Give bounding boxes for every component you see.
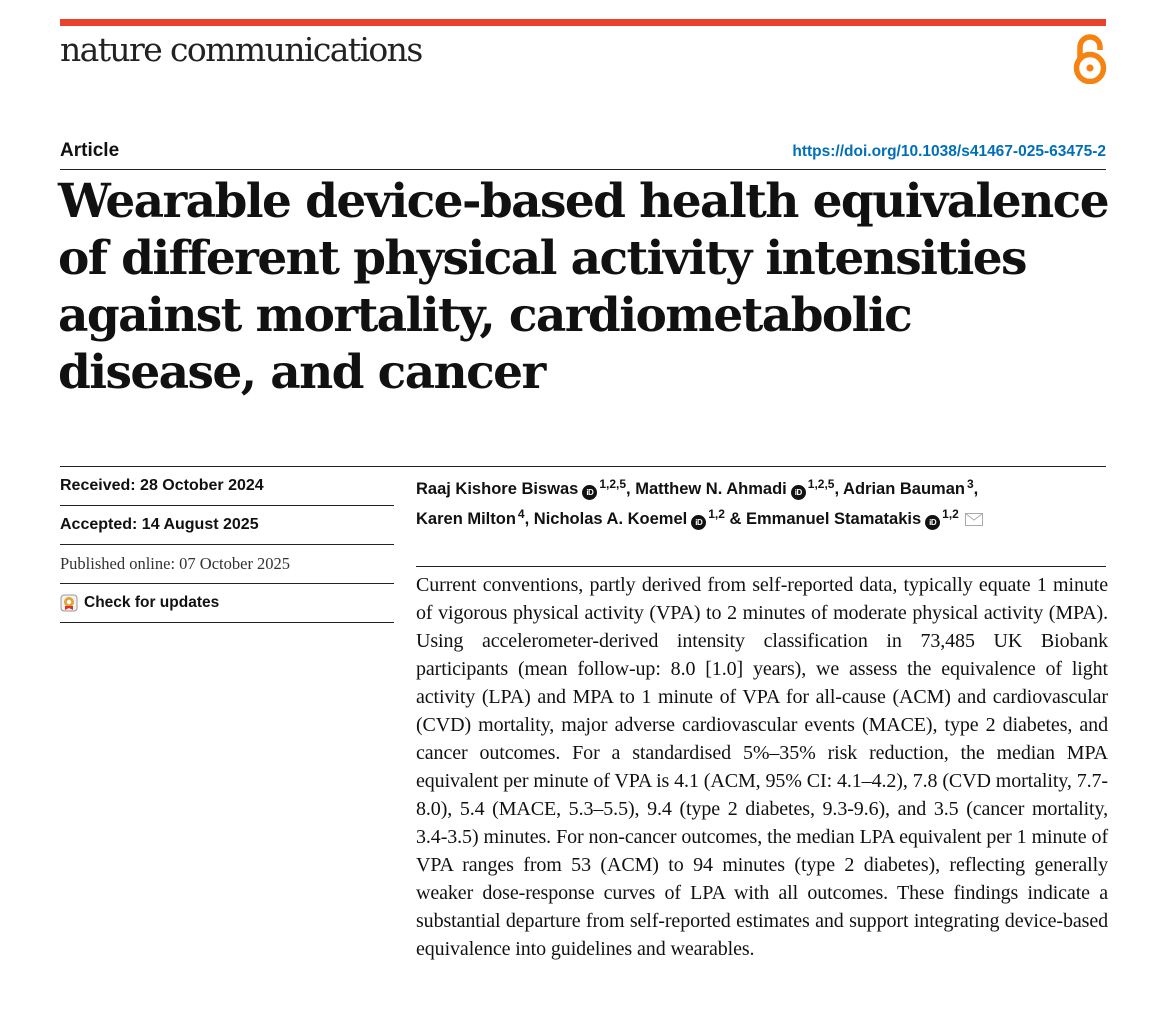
author-name[interactable]: Emmanuel Stamatakis — [746, 510, 922, 528]
article-type: Article — [60, 140, 120, 161]
author-separator: , — [834, 480, 844, 498]
accepted-date: Accepted: 14 August 2025 — [60, 506, 394, 545]
publication-dates — [60, 467, 394, 623]
author-list — [416, 472, 1106, 532]
author-name[interactable]: Matthew N. Ahmadi — [635, 480, 787, 498]
orcid-icon[interactable]: iD — [691, 515, 706, 530]
check-for-updates-button[interactable] — [60, 584, 394, 623]
open-access-lock-icon — [1072, 32, 1108, 84]
abstract-text: Current conventions, partly derived from self-reported data, typically equate 1 minute of vigorous physical activity (VPA) to 2 minutes of moderate physical activity (MPA). Using accelerometer-derived intensity classification in 73,485 UK Biobank participants (mean follow-up: 8.0 [1.0] years), we assess the equivalence of light activity (LPA) and MPA to 1 minute of VPA for all-cause (ACM) and cardiovascular (CVD) mortality, major adverse cardiovascular events (MACE), type 2 diabetes, and cancer outcomes. For a standardised 5%–35% risk reduction, the median MPA equivalent per minute of VPA is 4.1 (ACM, 95% CI: 4.1–4.2), 7.8 (CVD mortality, 7.7-8.0), 5.4 (MACE, 5.3–5.5), 9.4 (type 2 diabetes, 9.3-9.6), and 3.5 (cancer mortality, 3.4-3.5) minutes. For non-cancer outcomes, the median LPA equivalent per 1 minute of VPA ranges from 53 (ACM) to 94 minutes (type 2 diabetes), reflecting generally weaker dose-response curves of LPA with all outcomes. These findings indicate a substantial departure from self-reported estimates and support integrating device-based equivalence into guidelines and wearables. — [416, 574, 1108, 960]
doi-link[interactable]: https://doi.org/10.1038/s41467-025-63475-2 — [792, 143, 1106, 160]
author-affiliations: 1,2 — [708, 507, 725, 521]
check-for-updates-label: Check for updates — [84, 594, 220, 611]
author-line-1 — [416, 472, 1106, 502]
author-name[interactable]: Karen Milton — [416, 510, 516, 528]
oa-keyhole — [1086, 64, 1093, 71]
author-name[interactable]: Adrian Bauman — [843, 480, 965, 498]
author-separator: , — [626, 480, 636, 498]
author-affiliations: 3 — [966, 477, 974, 491]
article-title: Wearable device-based health equivalence of different physical activity intensities against mortality, cardiometabolic disease, and cancer — [58, 174, 1109, 400]
author-name[interactable]: Nicholas A. Koemel — [533, 510, 688, 528]
author-line-2 — [416, 502, 1106, 532]
abstract-divider — [416, 566, 1106, 567]
published-date: Published online: 07 October 2025 — [60, 545, 394, 584]
email-icon[interactable] — [965, 513, 983, 526]
orcid-icon[interactable]: iD — [582, 485, 597, 500]
author-affiliations: 4 — [517, 507, 525, 521]
author-name[interactable]: Raaj Kishore Biswas — [416, 480, 579, 498]
journal-accent-bar — [60, 19, 1106, 26]
author-affiliations: 1,2,5 — [599, 477, 627, 491]
orcid-icon[interactable]: iD — [925, 515, 940, 530]
author-separator: & — [724, 510, 746, 528]
received-date: Received: 28 October 2024 — [60, 467, 394, 506]
author-affiliations: 1,2 — [942, 507, 959, 521]
header-divider — [60, 169, 1106, 170]
check-for-updates-icon — [60, 594, 78, 612]
orcid-icon[interactable]: iD — [791, 485, 806, 500]
author-separator: , — [524, 510, 534, 528]
author-separator: , — [973, 480, 979, 498]
journal-name[interactable]: nature communications — [60, 30, 422, 69]
author-affiliations: 1,2,5 — [807, 477, 835, 491]
